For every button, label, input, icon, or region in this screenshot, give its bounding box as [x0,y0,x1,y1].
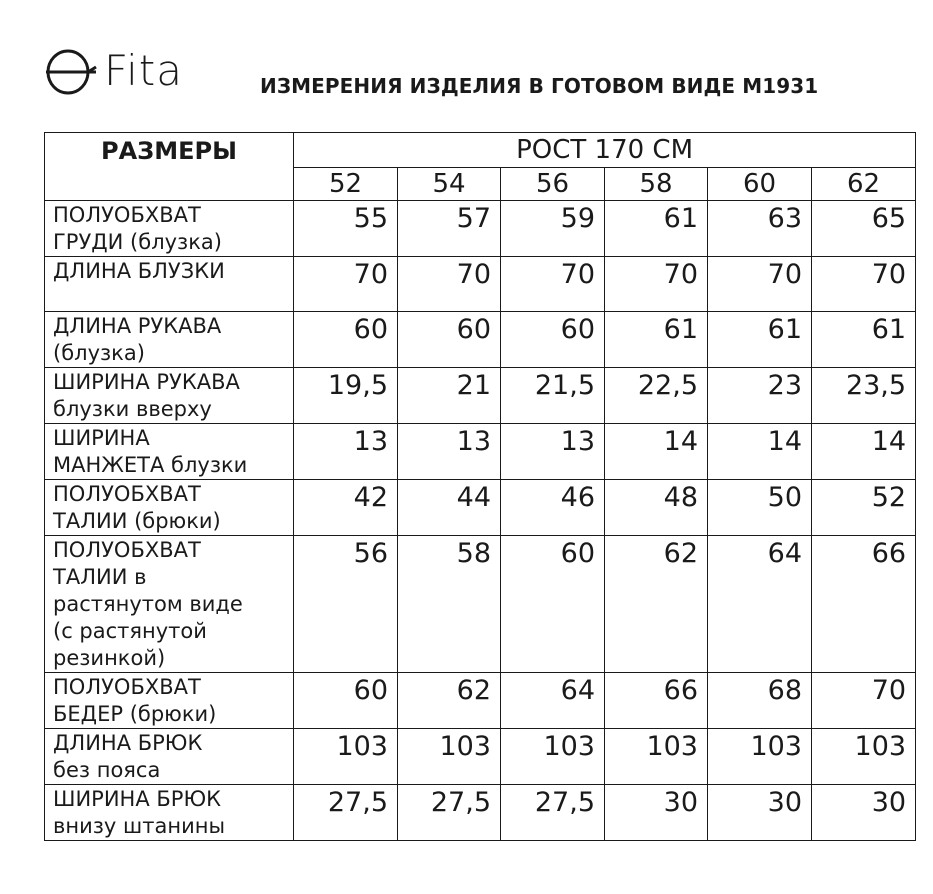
measurement-cell: 52 [812,480,916,536]
measurement-cell: 103 [398,729,501,785]
fita-logo-icon [44,46,98,96]
measurement-cell: 61 [605,312,708,368]
measurement-cell: 60 [398,312,501,368]
measurement-cell: 56 [294,536,398,673]
table-row [45,785,916,841]
size-header-cell: 52 [294,168,398,201]
measurement-cell: 30 [605,785,708,841]
size-header-cell: 62 [812,168,916,201]
measurement-cell: 55 [294,201,398,257]
measurement-cell: 70 [605,257,708,312]
measurement-cell: 103 [605,729,708,785]
measurement-cell: 70 [812,257,916,312]
sizes-header: РАЗМЕРЫ [45,133,294,201]
measurement-cell: 59 [501,201,605,257]
measurement-cell: 44 [398,480,501,536]
measurement-cell: 42 [294,480,398,536]
measurement-cell: 21,5 [501,368,605,424]
measurement-cell: 60 [294,673,398,729]
measurement-cell: 103 [708,729,812,785]
measurement-cell: 65 [812,201,916,257]
measurement-cell: 46 [501,480,605,536]
measurement-cell: 13 [501,424,605,480]
row-label: ШИРИНА РУКАВА блузки вверху [45,368,294,424]
measurement-cell: 22,5 [605,368,708,424]
measurement-cell: 50 [708,480,812,536]
row-label: ДЛИНА РУКАВА (блузка) [45,312,294,368]
table-row [45,312,916,368]
measurement-cell: 14 [605,424,708,480]
table-row [45,257,916,312]
measurement-cell: 14 [812,424,916,480]
measurement-cell: 70 [708,257,812,312]
row-label: ДЛИНА БЛУЗКИ [45,257,294,312]
measurement-cell: 61 [812,312,916,368]
size-header-cell: 56 [501,168,605,201]
table-row [45,424,916,480]
measurement-cell: 30 [708,785,812,841]
measurement-cell: 23,5 [812,368,916,424]
measurement-cell: 23 [708,368,812,424]
measurement-cell: 58 [398,536,501,673]
measurement-cell: 14 [708,424,812,480]
measurement-cell: 27,5 [398,785,501,841]
size-header-cell: 58 [605,168,708,201]
page-title: ИЗМЕРЕНИЯ ИЗДЕЛИЯ В ГОТОВОМ ВИДЕ М1931 [260,74,819,98]
measurement-cell: 30 [812,785,916,841]
measurement-cell: 27,5 [501,785,605,841]
row-label: ПОЛУОБХВАТ ТАЛИИ в растянутом виде (с растянутой резинкой) [45,536,294,673]
measurement-cell: 21 [398,368,501,424]
height-header: РОСТ 170 СМ [294,133,916,168]
table-row [45,729,916,785]
measurement-cell: 62 [398,673,501,729]
measurement-cell: 70 [501,257,605,312]
measurement-cell: 103 [294,729,398,785]
table-row [45,201,916,257]
measurement-cell: 60 [294,312,398,368]
row-label: ПОЛУОБХВАТ БЕДЕР (брюки) [45,673,294,729]
measurement-cell: 61 [708,312,812,368]
brand-name: Fita [104,46,183,95]
size-header-cell: 54 [398,168,501,201]
measurement-cell: 63 [708,201,812,257]
table-row [45,368,916,424]
row-label: ПОЛУОБХВАТ ГРУДИ (блузка) [45,201,294,257]
row-label: ШИРИНА БРЮК внизу штанины [45,785,294,841]
measurement-cell: 57 [398,201,501,257]
measurement-cell: 70 [398,257,501,312]
measurement-cell: 103 [812,729,916,785]
measurement-cell: 66 [605,673,708,729]
measurement-cell: 60 [501,312,605,368]
table-row [45,536,916,673]
measurement-cell: 61 [605,201,708,257]
measurement-cell: 64 [501,673,605,729]
height-header-row [45,133,916,168]
brand-logo [44,46,183,96]
measurement-cell: 13 [398,424,501,480]
measurement-cell: 66 [812,536,916,673]
measurement-cell: 68 [708,673,812,729]
row-label: ПОЛУОБХВАТ ТАЛИИ (брюки) [45,480,294,536]
size-measurements-table [44,132,916,841]
measurement-cell: 13 [294,424,398,480]
table-row [45,673,916,729]
measurement-cell: 70 [294,257,398,312]
table-body [45,201,916,841]
measurement-cell: 48 [605,480,708,536]
measurement-cell: 64 [708,536,812,673]
row-label: ШИРИНА МАНЖЕТА блузки [45,424,294,480]
row-label: ДЛИНА БРЮК без пояса [45,729,294,785]
size-header-cell: 60 [708,168,812,201]
measurement-cell: 103 [501,729,605,785]
measurement-cell: 70 [812,673,916,729]
measurement-cell: 62 [605,536,708,673]
measurement-cell: 60 [501,536,605,673]
measurement-cell: 19,5 [294,368,398,424]
table-row [45,480,916,536]
measurement-cell: 27,5 [294,785,398,841]
